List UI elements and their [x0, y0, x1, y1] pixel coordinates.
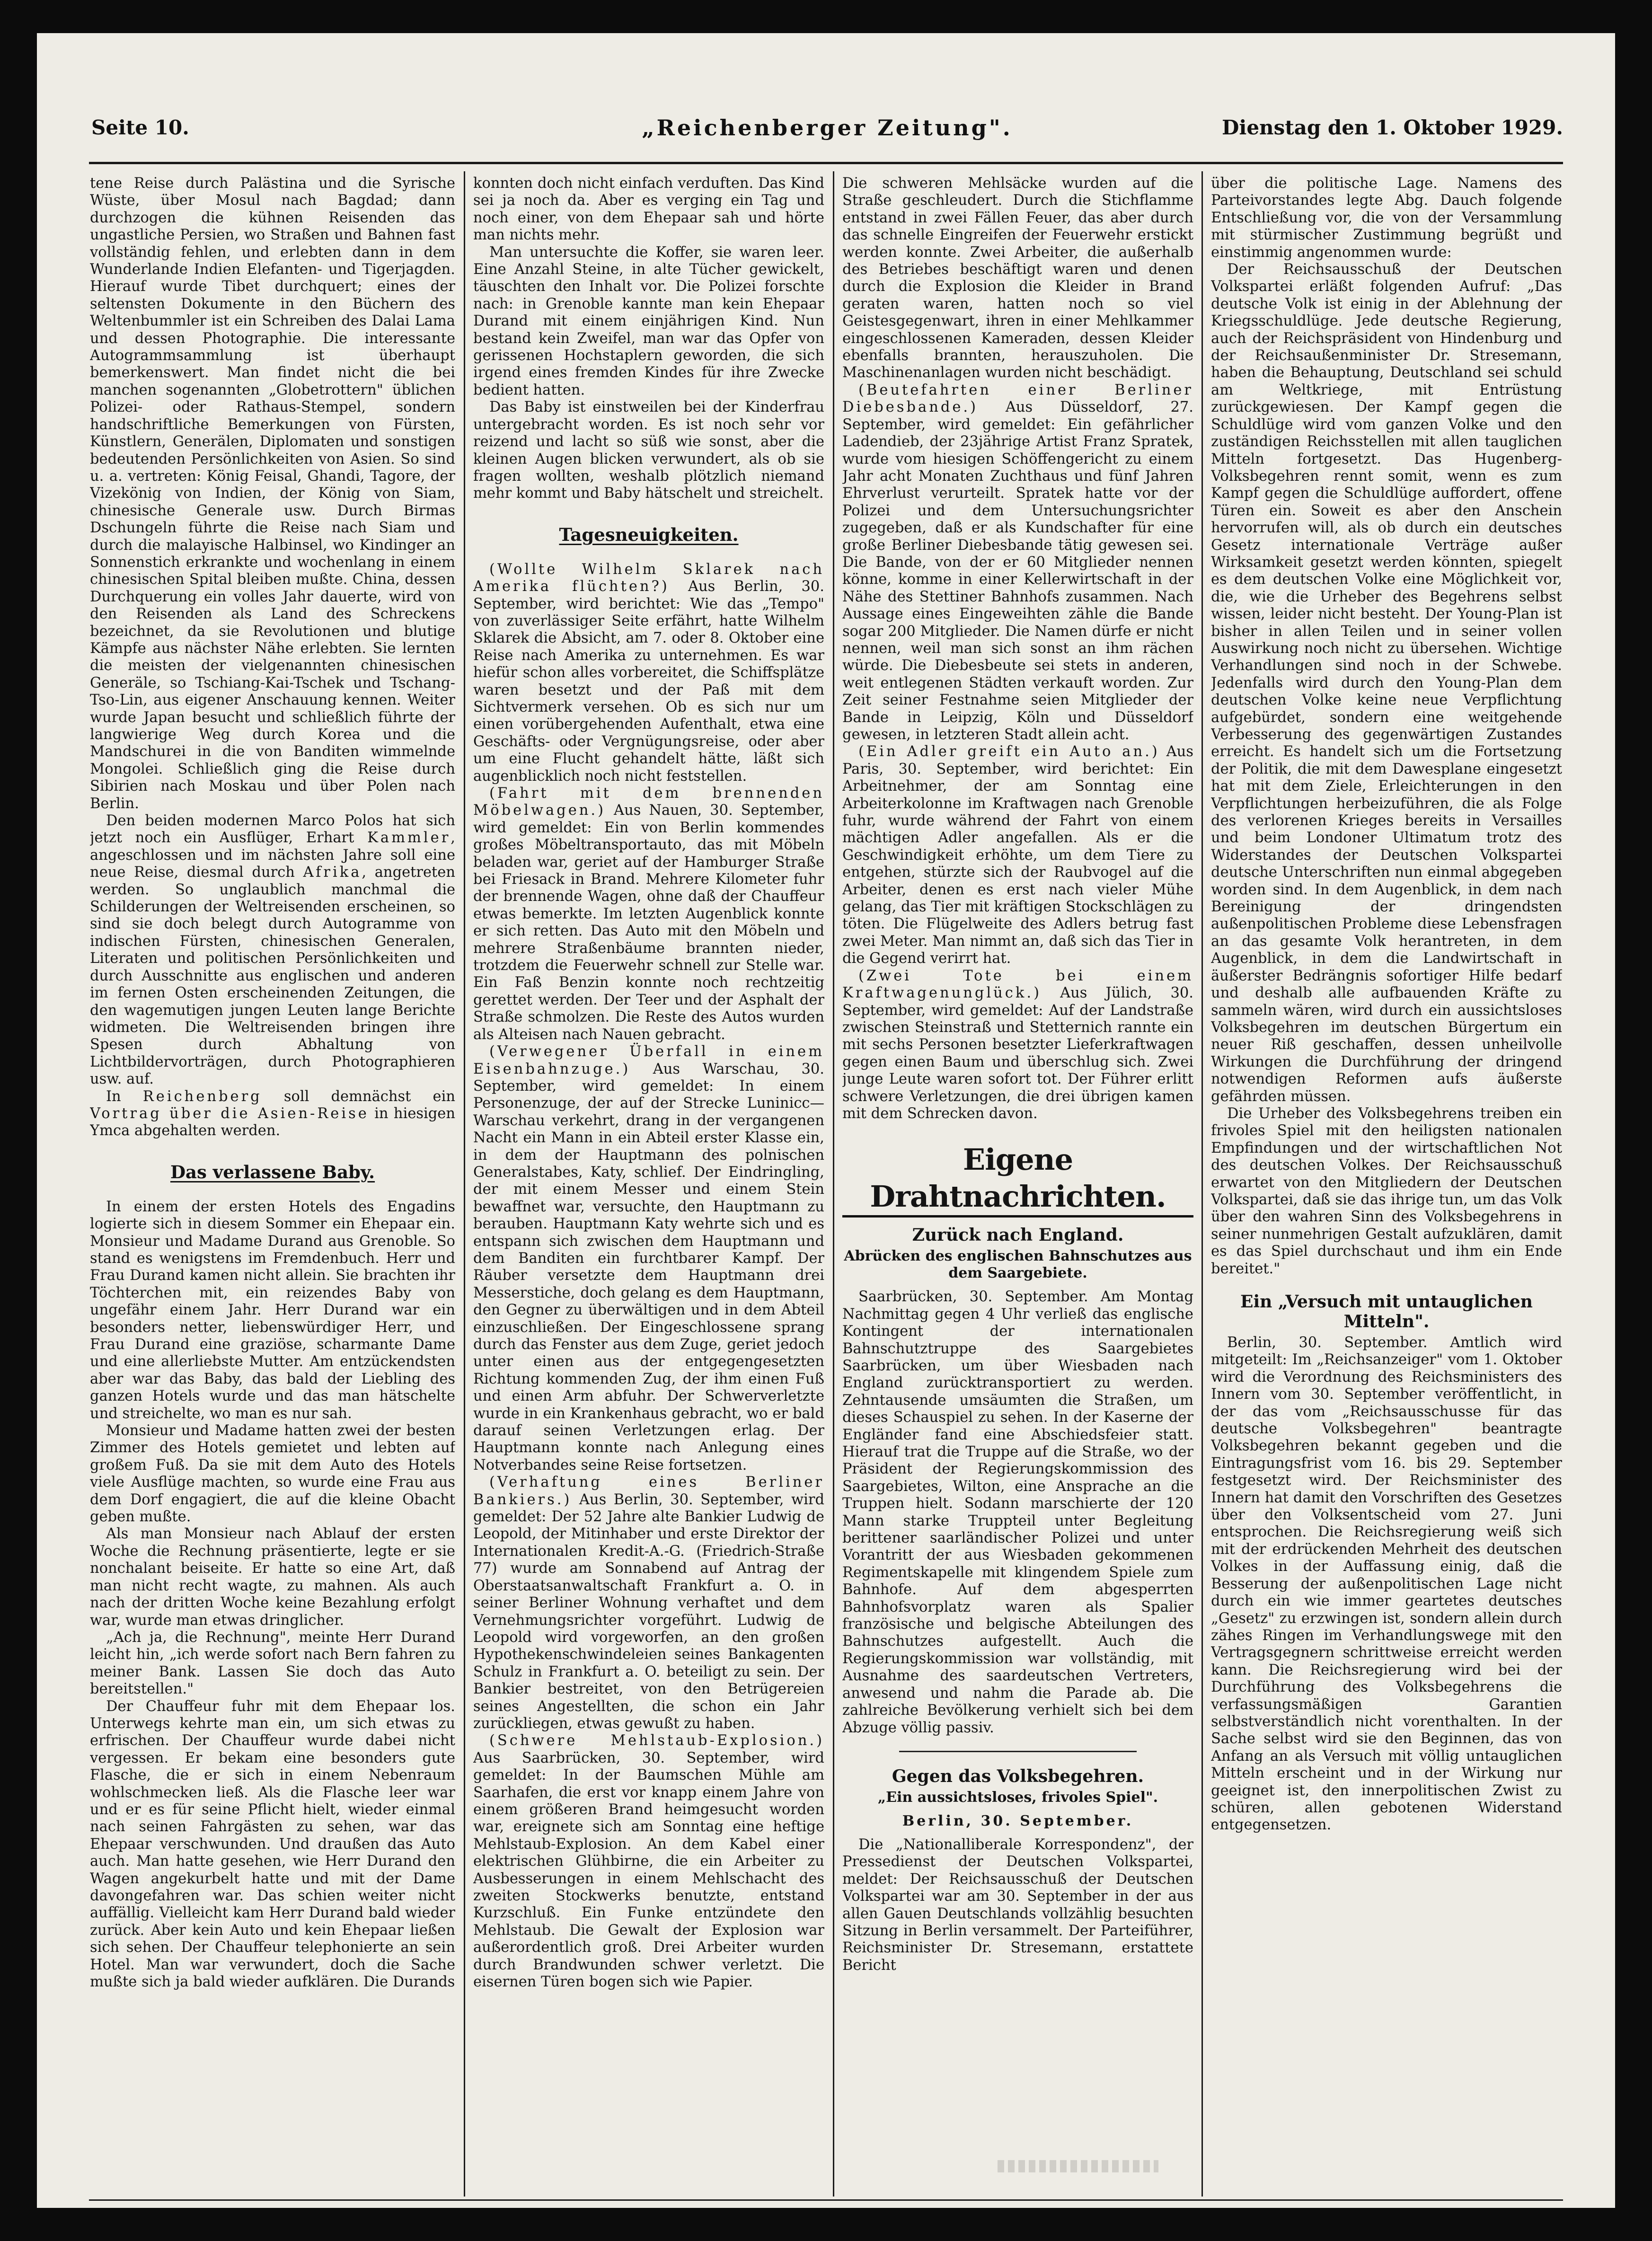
article-text: In Reichenberg soll demnächst ein Vortrag über die Asien-Reise in hiesigen Ymca abgehalten werden. [90, 1088, 455, 1139]
section-heading: Tagesneuigkeiten. [559, 524, 739, 545]
article-text: Die Urheber des Volksbegehrens treiben ein frivoles Spiel mit den heiligsten nationalen Empfindungen und der wirtschaftlichen Not des deutschen Volkes. Der Reichsausschuß erwartet von den Mitgliedern der Deutschen Volkspartei, daß sie das ihrige tun, um das Volk über den wahren Sinn des Volksbegehrens in seiner nunmehrigen Gestalt aufzuklären, damit es das Spiel durchschaut und ihm ein Ende bereitet." [1211, 1105, 1562, 1277]
article-heading: Das verlassene Baby. [170, 1161, 375, 1182]
column-2 [473, 175, 824, 2196]
article-text: konnten doch nicht einfach verduften. Das Kind sei ja noch da. Aber es verging ein Tag und noch einer, von dem Ehepaar sah und hörte man nichts mehr. [473, 175, 824, 244]
article-text: In einem der ersten Hotels des Engadins logierte sich in diesem Sommer ein Ehepaar ein. Monsieur und Madame Durand aus Grenoble. So stand es wenigstens im Fremdenbuch. Herr und Frau Durand kamen nicht allein. Sie brachten ihr Töchterchen mit, ein reizendes Baby von ungefähr einem Jahr. Herr Durand war ein besonders netter, liebenswürdiger Herr, und Frau Durand eine graziöse, scharmante Dame und eine allerliebste Mutter. Am entzückendsten aber war das Baby, das bald der Liebling des ganzen Hotels wurde und das man hätschelte und streichelte, wo man es nur sah. [90, 1198, 455, 1422]
news-item: (Fahrt mit dem brennenden Möbelwagen.) Aus Nauen, 30. September, wird gemeldet: Ein von Berlin kommendes großes Möbeltransportauto, das mit Möbeln beladen war, geriet auf der Hamburger Straße bei Friesack in Brand. Mehrere Kilometer fuhr der brennende Wagen, ohne daß der Chauffeur etwas bemerkte. Im letzten Augenblick konnte er sich retten. Das Auto mit den Möbeln und mehrere Straßenbäume brannten nieder, trotzdem die Feuerwehr schnell zur Stelle war. Ein Faß Benzin konnte noch rechtzeitig gerettet werden. Der Teer und der Asphalt der Straße schmolzen. Die Reste des Autos wurden als Alteisen nach Nauen gebracht. [473, 785, 824, 1043]
article-heading: Ein „Versuch mit untauglichen Mitteln". [1240, 1292, 1533, 1332]
news-item: (Verwegener Überfall in einem Eisenbahnzuge.) Aus Warschau, 30. September, wird gemeldet: In einem Personenzuge, der auf der Strecke Luninicc—Warschau verkehrt, drang in der vergangenen Nacht ein Mann in ein Abteil erster Klasse ein, in dem der Hauptmann des polnischen Generalstabes, Katy, schlief. Der Eindringling, der mit einem Messer und einem Stein bewaffnet war, versuchte, den Hauptmann zu berauben. Hauptmann Katy wehrte sich und es entspann sich zwischen dem Hauptmann und dem Banditen ein furchtbarer Kampf. Der Räuber versetzte dem Hauptmann drei Messerstiche, doch gelang es dem Hauptmann, den Gegner zu überwältigen und in dem Abteil einzuschließen. Der Eingeschlossene sprang durch das Fenster aus dem Zuge, geriet jedoch unter einen aus der entgegengesetzten Richtung kommenden Zug, der ihm einen Fuß und einen Arm abfuhr. Der Schwerverletzte wurde in ein Krankenhaus gebracht, wo er bald darauf seinen Verletzungen erlag. Der Hauptmann konnte nach Anlegung eines Notverbandes seine Reise fortsetzen. [473, 1043, 824, 1473]
article-text: tene Reise durch Palästina und die Syrische Wüste, über Mosul nach Bagdad; dann durchzogen die kühnen Reisenden das ungastliche Persien, wo Straßen und Bahnen fast vollständig fehlen, und erlebten dann in dem Wunderlande Indien Elefanten- und Tigerjagden. Hierauf wurde Tibet durchquert; eines der seltensten Dokumente in den Büchern des Weltenbummler ist ein Schreiben des Dalai Lama und dessen Photographie. Die interessante Autogrammsammlung ist überhaupt bemerkenswert. Man findet nicht die bei manchen sogenannten „Globetrottern" üblichen Polizei- oder Rathaus-Stempel, sondern handschriftliche Bemerkungen von Fürsten, Künstlern, Generälen, Diplomaten und sonstigen bedeutenden Persönlichkeiten von Asien. So sind u. a. vertreten: König Feisal, Ghandi, Tagore, der Vizekönig von Indien, der König von Siam, chinesische Generale usw. Durch Birmas Dschungeln führte die Reise nach Siam und durch die malayische Halbinsel, wo Kindinger an Sonnenstich erkrankte und wochenlang in einem chinesischen Spital bleiben mußte. China, dessen Durchquerung ein volles Jahr dauerte, wird von den Reisenden als Land des Schreckens bezeichnet, da sie Revolutionen und blutige Kämpfe aus nächster Nähe erlebten. Sie lernten die meisten der vielgenannten chinesischen Generäle, so Tschiang-Kai-Tschek und Tschang-Tso-Lin, aus eigener Anschauung kennen. Weiter wurde Japan besucht und schließlich führte der langwierige Weg durch Korea und die Mandschurei in die von Banditen wimmelnde Mongolei. Schließlich ging die Reise durch Sibirien nach Moskau und über Polen nach Berlin. [90, 175, 455, 812]
column-rule-1 [464, 171, 465, 2197]
article-heading: Gegen das Volksbegehren. [892, 1766, 1144, 1786]
masthead [91, 111, 1563, 154]
article-text: Man untersuchte die Koffer, sie waren leer. Eine Anzahl Steine, in alte Tücher gewickelt, täuschten den Inhalt vor. Die Polizei forschte nach: in Grenoble kannte man kein Ehepaar Durand mit einem einjährigen Kind. Nun bestand kein Zweifel, man war das Opfer von gerissenen Hochstaplern geworden, die sich irgend eines fremden Kindes für ihre Zwecke bedient hatten. [473, 244, 824, 398]
divider [899, 1751, 1137, 1752]
news-item: (Wollte Wilhelm Sklarek nach Amerika flüchten?) Aus Berlin, 30. September, wird berichtet: Wie das „Tempo" von zuverlässiger Seite erfährt, hatte Wilhelm Sklarek die Absicht, am 7. oder 8. Oktober eine Reise nach Amerika zu unternehmen. Es war hiefür schon alles vorbereitet, die Schiffsplätze waren besetzt und der Paß mit dem Sichtvermerk versehen. Ob es sich nur um einen vorübergehenden Aufenthalt, etwa eine Geschäfts- oder Vergnügungsreise, oder aber um eine Flucht gehandelt hätte, läßt sich augenblicklich noch nicht feststellen. [473, 561, 824, 785]
issue-date: Dienstag den 1. Oktober 1929. [1221, 116, 1563, 139]
article-text: Berlin, 30. September. Amtlich wird mitgeteilt: Im „Reichsanzeiger" vom 1. Oktober wird die Verordnung des Reichsministers des Innern vom 30. September veröffentlicht, in der das vom „Reichsausschusse für das deutsche Volksbegehren" beantragte Volksbegehren bekannt gegeben und die Eintragungsfrist vom 16. bis 29. September festgesetzt wird. Der Reichsminister des Innern hat damit den Vorschriften des Gesetzes über den Volksentscheid vom 27. Juni entsprochen. Die Reichsregierung weiß sich mit der erdrückenden Mehrheit des deutschen Volkes in der Auffassung einig, daß die Besserung der außenpolitischen Lage nicht durch ein wie immer geartetes deutsches „Gesetz" zu erzwingen ist, sondern allein durch zähes Ringen im Verhandlungswege mit den Vertragsgegnern schrittweise erreicht werden kann. Die Reichsregierung wird bei der Durchführung des Volksbegehrens die verfassungsmäßigen Garantien selbstverständlich nicht vorenthalten. In der Sache selbst wird sie den Beginnen, das von Anfang an als Versuch mit völlig untauglichen Mitteln erscheint und in der Wirkung nur geeignet ist, den innerpolitischen Zwist zu schüren, allen gebotenen Widerstand entgegensetzen. [1211, 1334, 1562, 1834]
column-1 [90, 175, 455, 2196]
news-item: (Verhaftung eines Berliner Bankiers.) Aus Berlin, 30. September, wird gemeldet: Der 52 Jahre alte Bankier Ludwig de Leopold, der Mitinhaber und erste Direktor der Internationalen Kredit-A.-G. (Friedrich-Straße 77) wurde am Sonnabend auf Antrag der Oberstaatsanwaltschaft Frankfurt a. O. in seiner Berliner Wohnung verhaftet und dem Vernehmungsrichter vorgeführt. Ludwig de Leopold wird vorgeworfen, an den großen Hypothekenschwindeleien seines Bankagenten Schulz in Frankfurt a. O. beteiligt zu sein. Der Bankier bestreitet, von den Betrügereien seines Angestellten, die schon ein Jahr zurückliegen, etwas gewußt zu haben. [473, 1474, 824, 1732]
column-4 [1211, 175, 1562, 2196]
article-text: Der Chauffeur fuhr mit dem Ehepaar los. Unterwegs kehrte man ein, um sich etwas zu erfrischen. Der Chauffeur wurde dabei nicht vergessen. Er bekam eine besonders gute Flasche, die er sich in einem Nebenraum wohlschmecken ließ. Als die Flasche leer war und er es für seine Pflicht hielt, wieder einmal nach seinen Fahrgästen zu sehen, war das Ehepaar verschwunden. Und draußen das Auto auch. Man hatte gesehen, wie Herr Durand den Wagen angekurbelt hatte und mit der Dame davongefahren war. Das schien weiter nicht auffällig. Vielleicht kam Herr Durand bald wieder zurück. Aber kein Auto und kein Ehepaar ließen sich sehen. Der Chauffeur telephonierte an sein Hotel. Man war verwundert, doch die Sache mußte sich ja bald wieder aufklären. Die Durands [90, 1698, 455, 1991]
article-text: über die politische Lage. Namens des Parteivorstandes legte Abg. Dauch folgende Entschließung vor, die von der Versammlung mit stürmischer Zustimmung begrüßt und einstimmig angenommen wurde: [1211, 175, 1562, 261]
bottom-rule [89, 2199, 1563, 2201]
column-3 [842, 175, 1193, 2196]
masthead-rule [89, 162, 1563, 164]
article-text: Die „Nationalliberale Korrespondenz", der Pressedienst der Deutschen Volkspartei, meldet: Der Reichsausschuß der Deutschen Volkspartei war am 30. September in der aus allen Gauen Deutschlands vollzählig besuchten Sitzung in Berlin versammelt. Der Parteiführer, Reichsminister Dr. Stresemann, erstattete Bericht [842, 1836, 1193, 1974]
newspaper-page [37, 33, 1615, 2208]
column-rule-3 [1201, 171, 1203, 2197]
article-heading: Zurück nach England. [912, 1225, 1124, 1245]
library-stamp [998, 2160, 1158, 2172]
news-item: (Beutefahrten einer Berliner Diebesbande.) Aus Düsseldorf, 27. September, wird gemeldet: Ein gefährlicher Ladendieb, der 23jährige Artist Franz Spratek, wurde vom hiesigen Schöffengericht zu einem Jahr acht Monaten Zuchthaus und fünf Jahren Ehrverlust verurteilt. Spratek hatte vor der Polizei und dem Untersuchungsrichter zugegeben, daß er als Kundschafter für eine große Berliner Diebesbande tätig gewesen sei. Die Bande, von der er 60 Mitglieder nennen könne, komme in einer Kellerwirtschaft in der Nähe des Stettiner Bahnhofs zusammen. Nach Aussage eines Eingeweihten zähle die Bande sogar 200 Mitglieder. Die Namen dürfe er nicht nennen, weil man sich sonst an ihm rächen würde. Die Diebesbeute sei stets in anderen, weit entlegenen Städten verkauft worden. Zur Zeit seiner Festnahme seien Mitglieder der Bande in Leipzig, Köln und Düsseldorf gewesen, in letzteren Stadt allein acht. [842, 381, 1193, 743]
news-item: (Ein Adler greift ein Auto an.) Aus Paris, 30. September, wird berichtet: Ein Arbeitnehmer, der am Sonntag eine Arbeiterkolonne im Kraftwagen nach Grenoble fuhr, wurde während der Fahrt von einem mächtigen Adler angefallen. Als er die Geschwindigkeit erhöhte, um dem Tiere zu entgehen, stürzte sich der Raubvogel auf die Arbeiter, denen es erst nach vieler Mühe gelang, das Tier mit kräftigen Stockschlägen zu töten. Die Flügelweite des Adlers betrug fast zwei Meter. Man nimmt an, daß sich das Tier in die Gegend verirrt hat. [842, 743, 1193, 967]
article-text: Der Reichsausschuß der Deutschen Volkspartei erläßt folgenden Aufruf: „Das deutsche Volk ist einig in der Ablehnung der Kriegsschuldlüge. Jede deutsche Regierung, auch der Reichspräsident von Hindenburg und der Reichsaußenminister Dr. Stresemann, haben die Behauptung, Deutschland sei schuld am Weltkriege, mit Entrüstung zurückgewiesen. Der Kampf gegen die Schuldlüge wird vom ganzen Volke und den zuständigen Reichsstellen mit allen tauglichen Mitteln fortgesetzt. Das Hugenberg-Volksbegehren rennt somit, wenn es zum Kampf gegen die Schuldlüge auffordert, offene Türen ein. Soweit es aber den Anschein hervorrufen will, als ob durch ein deutsches Gesetz internationale Verträge außer Wirksamkeit gesetzt werden könnten, spiegelt es dem deutschen Volke eine Möglichkeit vor, die, wie die Urheber des Begehrens selbst wissen, leider nicht besteht. Der Young-Plan ist bisher in allen Teilen und in seiner vollen Auswirkung noch nicht zu übersehen. Wichtige Verhandlungen sind noch in der Schwebe. Jedenfalls wird durch den Young-Plan dem deutschen Volke keine neue Verpflichtung aufgebürdet, sondern eine weitgehende Verbesserung des gegenwärtigen Zustandes erreicht. Es handelt sich um die Fortsetzung der Politik, die mit dem Dawesplane eingesetzt hat mit dem Ziele, Erleichterungen in den Verpflichtungen herbeizuführen, die als Folge des verlorenen Krieges bereits in Versailles und beim Londoner Ultimatum trotz des Widerstandes der Deutschen Volkspartei deutsche Unterschriften nun einmal abgegeben worden sind. In dem Augenblick, in dem nach Bereinigung der dringendsten außenpolitischen Probleme diese Lebensfragen an das gesamte Volk herantreten, in dem Augenblick, in dem die Landwirtschaft in äußerster Bedrängnis sofortiger Hilfe bedarf und deshalb alle aufbauenden Kräfte zu sammeln wären, wird durch ein aussichtsloses Volksbegehren im deutschen Bürgertum ein neuer Riß geschaffen, dessen unheilvolle Wirkungen die Durchführung der dringend notwendigen Reformen aufs äußerste gefährden müssen. [1211, 261, 1562, 1105]
news-item: (Zwei Tote bei einem Kraftwagenunglück.) Aus Jülich, 30. September, wird gemeldet: Auf der Landstraße zwischen Steinstraß und Stetternich rannte ein mit sechs Personen besetzter Lieferkraftwagen gegen einen Baum und überschlug sich. Zwei junge Leute waren sofort tot. Der Führer erlitt schwere Verletzungen, die drei übrigen kamen mit dem Schrecken davon. [842, 967, 1193, 1122]
dateline: Berlin, 30. September. [902, 1812, 1134, 1829]
article-text: Den beiden modernen Marco Polos hat sich jetzt noch ein Ausflüger, Erhart Kammler, angeschlossen und im nächsten Jahre soll eine neue Reise, diesmal durch Afrika, angetreten werden. So unglaublich manchmal die Schilderungen der Weltreisenden erscheinen, so sind sie doch belegt durch Autogramme von indischen Fürsten, chinesischen Generalen, Literaten und politischen Persönlichkeiten und durch Ausschnitte aus englischen und anderen im fernen Osten erscheinenden Zeitungen, die den wagemutigen jungen Leuten lange Berichte widmeten. Die Weltreisenden bringen ihre Spesen durch Abhaltung von Lichtbildervorträgen, durch Photographieren usw. auf. [90, 812, 455, 1088]
page-number: Seite 10. [91, 116, 189, 139]
article-subheading: Abrücken des englischen Bahnschutzes aus dem Saargebiete. [844, 1248, 1192, 1282]
newspaper-title: „Reichenberger Zeitung". [642, 115, 1013, 141]
article-text: Das Baby ist einstweilen bei der Kinderfrau untergebracht worden. Es ist noch sehr vor reizend und lacht so süß wie sonst, aber die kleinen Augen blicken verwundert, als ob sie fragen wollten, weshalb plötzlich niemand mehr kommt und Baby hätschelt und streichelt. [473, 399, 824, 502]
article-subheading: „Ein aussichtsloses, frivoles Spiel". [877, 1789, 1158, 1806]
news-item: Die schweren Mehlsäcke wurden auf die Straße geschleudert. Durch die Stichflamme entstand in zwei Fällen Feuer, das aber durch das schnelle Eingreifen der Feuerwehr erstickt werden konnte. Zwei Arbeiter, die außerhalb des Betriebes beschäftigt waren und denen durch die Explosion die Kleider in Brand geraten waren, hatten noch so viel Geistesgegenwart, ihren in einer Mehlkammer eingeschlossenen Kameraden, dessen Kleider ebenfalls brannten, herauszuholen. Die Maschinenanlagen wurden nicht beschädigt. [842, 175, 1193, 381]
article-text: „Ach ja, die Rechnung", meinte Herr Durand leicht hin, „ich werde sofort nach Bern fahren zu meiner Bank. Lassen Sie doch das Auto bereitstellen." [90, 1629, 455, 1698]
article-text: Saarbrücken, 30. September. Am Montag Nachmittag gegen 4 Uhr verließ das englische Kontingent der internationalen Bahnschutztruppe des Saargebietes Saarbrücken, um über Wiesbaden nach England zurücktransportiert zu werden. Zehntausende umsäumten die Straßen, um dieses Schauspiel zu sehen. In der Kaserne der Engländer fand eine Abschiedsfeier statt. Hierauf trat die Truppe auf die Straße, wo der Präsident der Regierungskommission des Saargebietes, Wilton, eine Ansprache an die Truppen hielt. Sodann marschierte der 120 Mann starke Truppteil unter Begleitung berittener saarländischer Polizei und unter Vorantritt der aus Wiesbaden gekommenen Regimentskapelle mit klingendem Spiele zum Bahnhofe. Auf dem abgesperrten Bahnhofsvorplatz waren als Spalier französische und belgische Abteilungen des Bahnschutzes aufgestellt. Auch die Regierungskommission war vollständig, mit Ausnahme des saardeutschen Vertreters, anwesend und nahm die Parade ab. Die zahlreiche Bevölkerung verhielt sich bei dem Abzuge völlig passiv. [842, 1288, 1193, 1736]
article-text: Als man Monsieur nach Ablauf der ersten Woche die Rechnung präsentierte, legte er sie nonchalant beiseite. Er hatte so eine Art, daß man nicht recht wagte, zu mahnen. Als auch nach der dritten Woche keine Bezahlung erfolgt war, wurde man etwas dringlicher. [90, 1526, 455, 1629]
article-text: Monsieur und Madame hatten zwei der besten Zimmer des Hotels gemietet und lebten auf großem Fuß. Da sie mit dem Auto des Hotels viele Ausflüge machten, so wurde eine Frau aus dem Dorf engagiert, die auf die kleine Obacht geben mußte. [90, 1422, 455, 1526]
column-rule-2 [833, 171, 834, 2197]
section-banner: Eigene Drahtnachrichten. [842, 1141, 1193, 1218]
news-item: (Schwere Mehlstaub-Explosion.) Aus Saarbrücken, 30. September, wird gemeldet: In der Baumschen Mühle am Saarhafen, die erst vor knapp einem Jahre von einem größeren Brand heimgesucht worden war, ereignete sich am Sonntag eine heftige Mehlstaub-Explosion. An dem Kabel einer elektrischen Glühbirne, die ein Arbeiter zu Ausbesserungen in einem Mehlschacht des zweiten Stockwerks benutzte, entstand Kurzschluß. Ein Funke entzündete den Mehlstaub. Die Gewalt der Explosion war außerordentlich groß. Drei Arbeiter wurden durch Brandwunden schwer verletzt. Die eisernen Türen bogen sich wie Papier. [473, 1732, 824, 1991]
